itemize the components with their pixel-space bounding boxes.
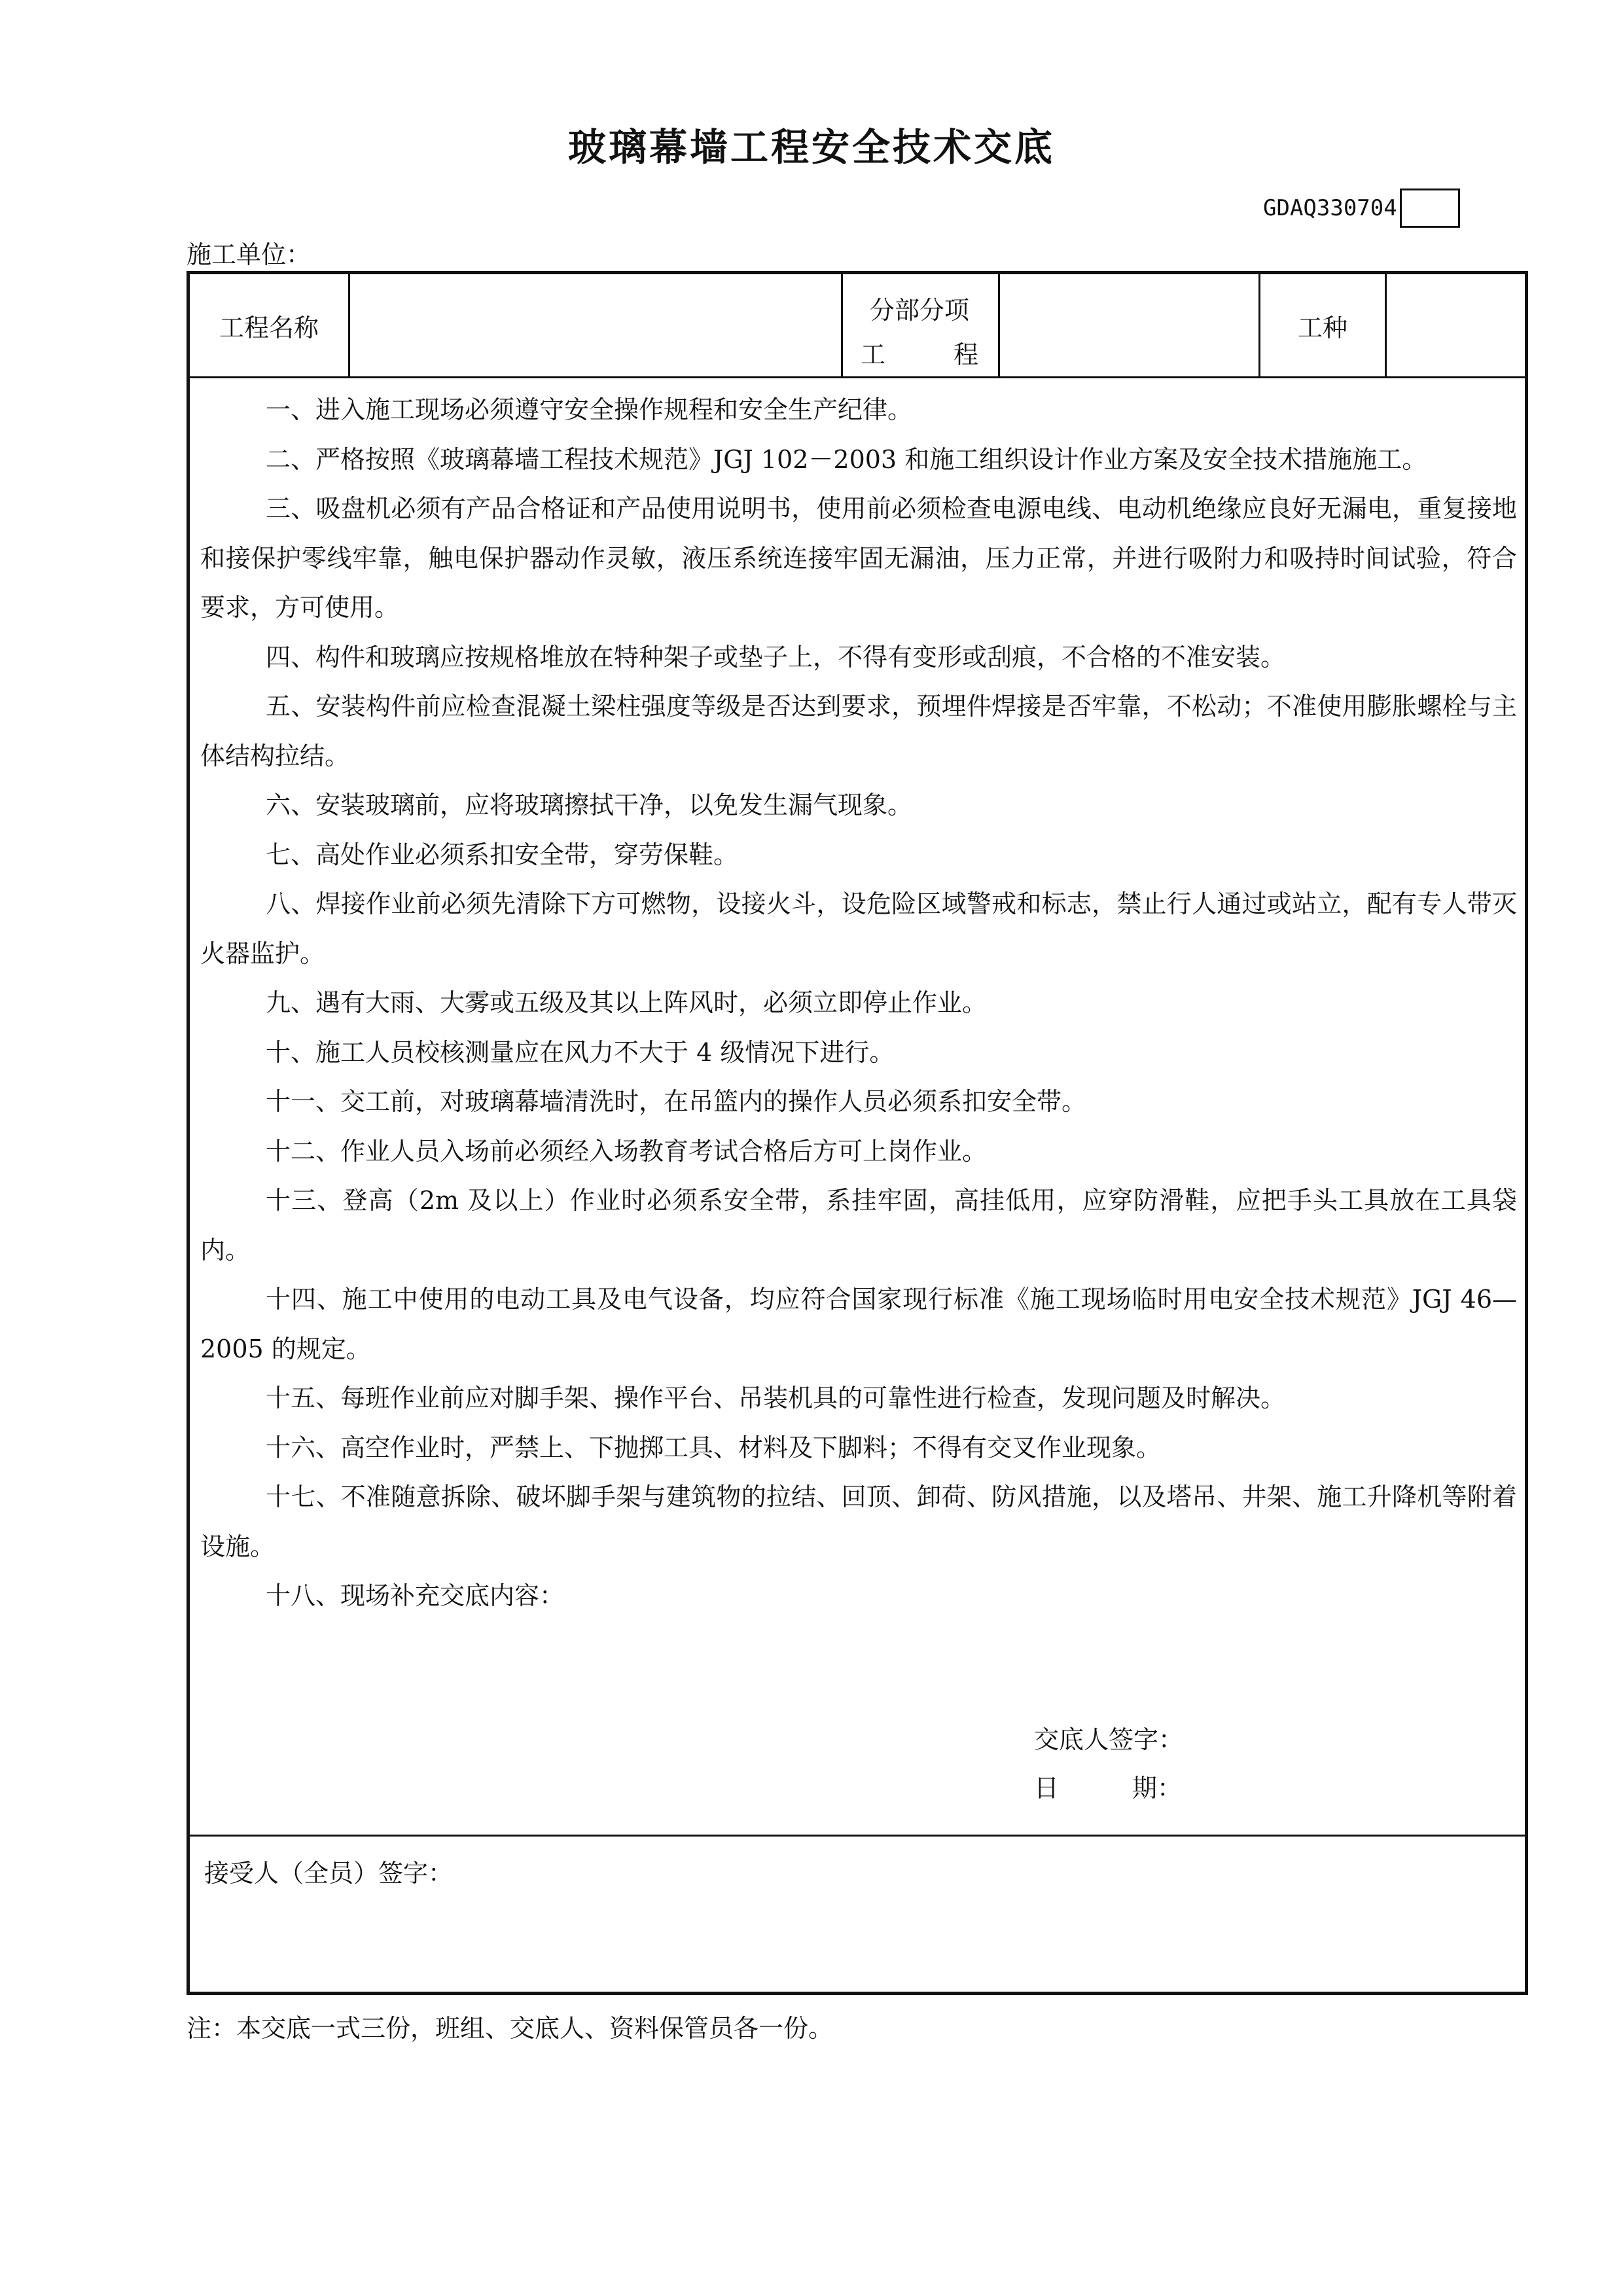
safety-item: 十二、作业人员入场前必须经入场教育考试合格后方可上岗作业。 bbox=[266, 1136, 988, 1166]
table-header-row bbox=[190, 274, 1525, 378]
date-label-char: 期： bbox=[1132, 1774, 1182, 1803]
document-title: 玻璃幕墙工程安全技术交底 bbox=[567, 125, 1055, 170]
safety-item: 六、安装玻璃前，应将玻璃擦拭干净，以免发生漏气现象。 bbox=[266, 791, 913, 819]
disclosure-content bbox=[200, 386, 1517, 1621]
project-name-field[interactable] bbox=[350, 274, 841, 376]
safety-item: 十一、交工前，对玻璃幕墙清洗时，在吊篮内的操作人员必须系扣安全带。 bbox=[266, 1087, 1087, 1116]
sub-project-label-line2 bbox=[861, 334, 978, 370]
form-code-suffix-box[interactable] bbox=[1400, 188, 1460, 228]
date-label-char: 日 bbox=[1034, 1774, 1060, 1803]
footer-note: 注：本交底一式三份，班组、交底人、资料保管员各一份。 bbox=[187, 2014, 834, 2043]
form-code bbox=[1263, 188, 1460, 228]
trade-field[interactable] bbox=[1387, 274, 1525, 376]
safety-item: 二、严格按照《玻璃幕墙工程技术规范》JGJ 102－2003 和施工组织设计作业方案及安全技术措施施工。 bbox=[266, 444, 1427, 474]
receiver-signature-label: 接受人（全员）签字： bbox=[204, 1859, 454, 1888]
safety-item: 十八、现场补充交底内容： bbox=[266, 1581, 565, 1610]
discloser-signature-label: 交底人签字： bbox=[1034, 1725, 1184, 1754]
safety-item: 十三、登高（2m 及以上）作业时必须系安全带，系挂牢固，高挂低用，应穿防滑鞋，应把手头工具放在工具袋内。 bbox=[200, 1186, 1517, 1265]
sub-project-field[interactable] bbox=[1000, 274, 1258, 376]
disclosure-date-label bbox=[1034, 1768, 1182, 1804]
safety-item: 五、安装构件前应检查混凝土梁柱强度等级是否达到要求，预埋件焊接是否牢靠，不松动；不准使用膨胀螺栓与主体结构拉结。 bbox=[200, 692, 1517, 770]
project-name-label: 工程名称 bbox=[219, 313, 319, 342]
safety-item: 七、高处作业必须系扣安全带，穿劳保鞋。 bbox=[266, 840, 739, 869]
safety-item: 十七、不准随意拆除、破坏脚手架与建筑物的拉结、回顶、卸荷、防风措施，以及塔吊、井架、施工升降机等附着设施。 bbox=[200, 1482, 1517, 1561]
table-divider bbox=[190, 1835, 1525, 1837]
sub-project-label-line1: 分部分项 bbox=[869, 296, 969, 325]
construction-unit-label: 施工单位： bbox=[187, 240, 312, 269]
form-code-text: GDAQ330704 bbox=[1263, 195, 1397, 221]
safety-item: 十四、施工中使用的电动工具及电气设备，均应符合国家现行标准《施工现场临时用电安全技术规范》JGJ 46—2005 的规定。 bbox=[200, 1285, 1517, 1363]
disclosure-table bbox=[187, 271, 1528, 1995]
trade-label: 工种 bbox=[1297, 313, 1347, 342]
sub-project-label-char: 程 bbox=[953, 340, 978, 369]
safety-item: 三、吸盘机必须有产品合格证和产品使用说明书，使用前必须检查电源电线、电动机绝缘应良好无漏电，重复接地和接保护零线牢靠，触电保护器动作灵敏，液压系统连接牢固无漏油，压力正常，并进行吸附力和吸持时间试验，符合要求，方可使用。 bbox=[200, 494, 1517, 622]
sub-project-label bbox=[841, 274, 998, 376]
safety-item: 九、遇有大雨、大雾或五级及其以上阵风时，必须立即停止作业。 bbox=[266, 988, 988, 1017]
sub-project-label-char: 工 bbox=[861, 340, 886, 369]
safety-item: 十五、每班作业前应对脚手架、操作平台、吊装机具的可靠性进行检查，发现问题及时解决。 bbox=[266, 1384, 1286, 1412]
safety-item: 八、焊接作业前必须先清除下方可燃物，设接火斗，设危险区域警戒和标志，禁止行人通过或站立，配有专人带灭火器监护。 bbox=[200, 889, 1517, 968]
safety-item: 一、进入施工现场必须遵守安全操作规程和安全生产纪律。 bbox=[266, 395, 913, 424]
safety-item: 十、施工人员校核测量应在风力不大于 4 级情况下进行。 bbox=[266, 1037, 895, 1067]
safety-item: 十六、高空作业时，严禁上、下抛掷工具、材料及下脚料；不得有交叉作业现象。 bbox=[266, 1433, 1162, 1462]
safety-item: 四、构件和玻璃应按规格堆放在特种架子或垫子上，不得有变形或刮痕，不合格的不准安装。 bbox=[266, 642, 1286, 672]
